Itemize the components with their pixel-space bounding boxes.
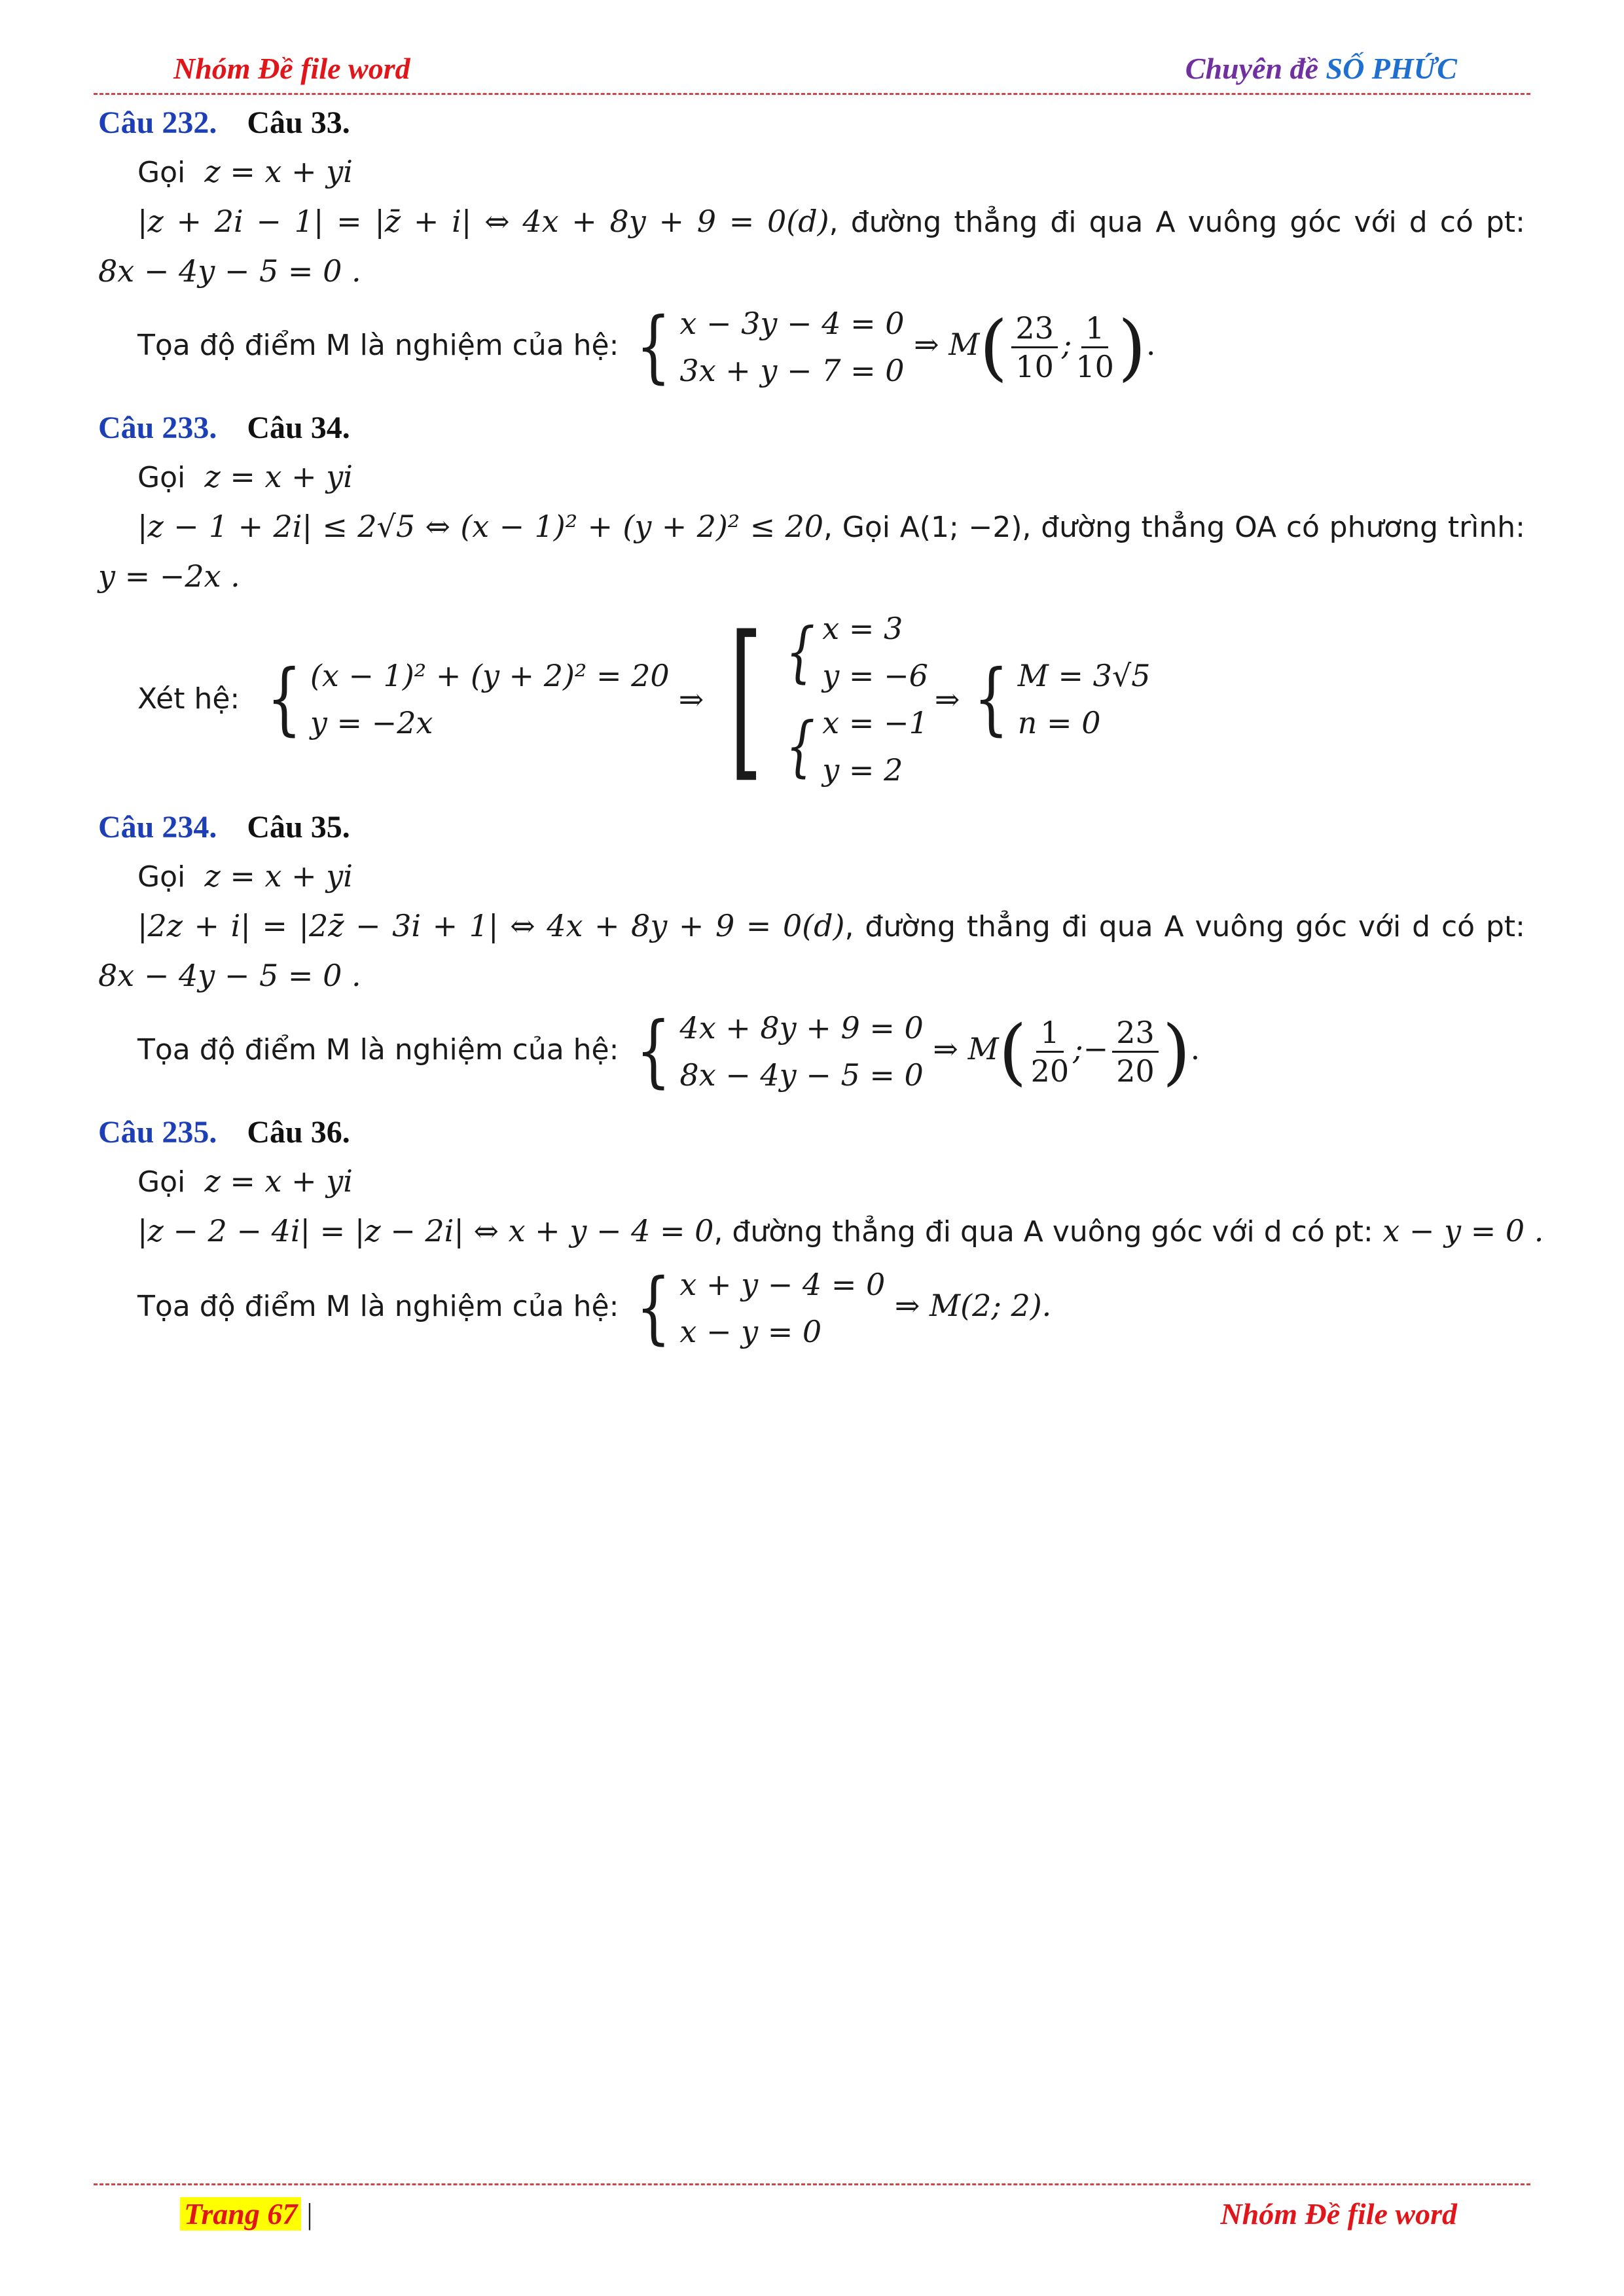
goi-label: Gọi: [137, 461, 186, 494]
line-equation: [98, 556, 1525, 596]
derivation-text: , đường thẳng đi qua A vuông góc với d có pt:: [713, 1215, 1373, 1248]
system-eq-2: 8x − 4y − 5 = 0: [679, 1057, 924, 1093]
z-definition: z = x + yi: [204, 1163, 353, 1199]
perpendicular-line-equation: x − y = 0 .: [1382, 1213, 1544, 1248]
implies-arrow: ⇒: [934, 682, 960, 717]
header-topic-accent: SỐ PHỨC: [1326, 52, 1457, 85]
system-eq-1: (x − 1)² + (y + 2)² = 20: [310, 658, 670, 693]
question-number: Câu 233.: [98, 410, 217, 445]
z-definition: z = x + yi: [204, 858, 353, 894]
fraction-denominator: 10: [1075, 348, 1114, 384]
fraction-numerator: 23: [1011, 310, 1058, 348]
page-number: 67: [267, 2197, 298, 2231]
system-label: Xét hệ:: [137, 682, 240, 716]
equation-system: [628, 1004, 924, 1099]
left-brace: {: [785, 613, 815, 690]
question-subnumber: Câu 36.: [247, 1115, 350, 1150]
question-heading: [98, 1113, 1525, 1152]
system-eq-1: x + y − 4 = 0: [679, 1267, 886, 1302]
header-right-title: [1185, 51, 1457, 86]
system-eq-2: x − y = 0: [679, 1314, 822, 1349]
system-eq-1: x − 3y − 4 = 0: [679, 306, 905, 341]
system-line: [98, 1004, 1525, 1099]
header-topic-prefix: Chuyên đề: [1185, 52, 1326, 85]
goi-label: Gọi: [137, 1165, 186, 1199]
fraction-denominator: 20: [1116, 1053, 1155, 1089]
question-block: [98, 808, 1525, 1099]
perpendicular-line-equation: 8x − 4y − 5 = 0 .: [98, 958, 361, 993]
result-suffix: .: [1190, 1031, 1200, 1066]
equation-modulus: |z − 1 + 2i| ≤ 2√5 ⇔ (x − 1)² + (y + 2)² ≤ 20: [137, 509, 824, 544]
sol-2-x: x = −1: [822, 705, 928, 740]
question-heading: [98, 409, 1525, 448]
sol-1-x: x = 3: [822, 611, 903, 646]
question-heading: [98, 808, 1525, 847]
header-left-title: Nhóm Đề file word: [173, 52, 410, 85]
question-heading: [98, 103, 1525, 143]
equation-modulus: |z − 2 − 4i| = |z − 2i| ⇔ x + y − 4 = 0: [137, 1213, 714, 1248]
derivation-line: [98, 202, 1525, 242]
result-max: M = 3√5: [1017, 658, 1151, 693]
result-min: n = 0: [1017, 705, 1101, 740]
fraction-denominator: 20: [1030, 1053, 1070, 1089]
assumption-line: [98, 152, 1525, 192]
fraction-y: [1075, 310, 1114, 385]
question-number: Câu 232.: [98, 105, 217, 140]
implies-arrow: ⇒: [678, 682, 704, 717]
equation-system: [628, 300, 904, 394]
derivation-line: [98, 1211, 1544, 1252]
left-brace: {: [636, 1006, 671, 1097]
system-line: [98, 600, 1525, 798]
equation-modulus: |z + 2i − 1| = |z̄ + i| ⇔ 4x + 8y + 9 = 0(d): [137, 204, 829, 239]
result: ⇒ M(2; 2).: [894, 1288, 1052, 1323]
left-paren: (: [979, 305, 1008, 389]
sol-1-y: y = −6: [822, 658, 928, 693]
derivation-line: [98, 507, 1525, 547]
right-paren: ): [1117, 305, 1146, 389]
left-brace: {: [973, 653, 1009, 744]
question-number: Câu 234.: [98, 810, 217, 845]
system-label: Tọa độ điểm M là nghiệm của hệ:: [137, 1290, 619, 1323]
system-line: Tọa độ điểm M là nghiệm của hệ: { x − 3y − 4 = 0 3x + y − 7 = 0 ⇒ M( $\frac{23}{10}$ ; $\frac{1}{10}$ ).: [98, 300, 1525, 394]
result-system: [966, 652, 1150, 746]
fraction-x: [1031, 1014, 1070, 1089]
fraction-numerator: 1: [1081, 310, 1108, 348]
system-eq-1: 4x + 8y + 9 = 0: [679, 1010, 924, 1046]
left-brace: {: [785, 708, 815, 784]
derivation-text: , đường thẳng đi qua A vuông góc với d có pt:: [844, 910, 1525, 943]
derivation-text: , Gọi A(1; −2), đường thẳng OA có phương trình:: [823, 511, 1525, 544]
question-subnumber: Câu 34.: [247, 410, 350, 445]
equation-modulus: |2z + i| = |2z̄ − 3i + 1| ⇔ 4x + 8y + 9 = 0(d): [137, 908, 845, 943]
footer-brand: Nhóm Đề file word: [1220, 2197, 1457, 2231]
question-number: Câu 235.: [98, 1115, 217, 1150]
page-label-highlight: [180, 2197, 301, 2231]
document-body: [98, 98, 1544, 1370]
fraction-numerator: 23: [1112, 1014, 1159, 1053]
question-block: [98, 409, 1525, 798]
left-paren: (: [998, 1010, 1027, 1093]
derivation-line: [98, 906, 1525, 947]
right-paren: ): [1162, 1010, 1191, 1093]
question-block: [98, 103, 1525, 394]
line-equation: [98, 251, 1525, 291]
left-brace: {: [266, 653, 302, 744]
system-label: Tọa độ điểm M là nghiệm của hệ:: [137, 329, 619, 362]
line-oa-equation: y = −2x .: [98, 558, 240, 594]
page-label: Trang: [184, 2197, 260, 2231]
equation-system: [259, 652, 670, 746]
system-eq-2: 3x + y − 7 = 0: [679, 353, 905, 388]
result-prefix: ⇒ M: [933, 1031, 999, 1066]
question-block: [98, 1113, 1544, 1355]
fraction-numerator: 1: [1036, 1014, 1063, 1053]
solution-set: [713, 600, 928, 798]
z-definition: z = x + yi: [204, 154, 353, 189]
left-bracket: [: [729, 600, 763, 798]
goi-label: Gọi: [137, 156, 186, 189]
footer-divider: [94, 2183, 1530, 2185]
perpendicular-line-equation: 8x − 4y − 5 = 0 .: [98, 253, 361, 289]
result-suffix: .: [1146, 327, 1156, 362]
assumption-line: [98, 1161, 1525, 1202]
fraction-x: [1011, 310, 1058, 385]
fraction-denominator: 10: [1015, 348, 1054, 384]
system-label: Tọa độ điểm M là nghiệm của hệ:: [137, 1033, 619, 1066]
fraction-separator: ;−: [1073, 1031, 1109, 1066]
z-definition: z = x + yi: [204, 459, 353, 494]
line-equation: [98, 956, 1525, 995]
assumption-line: [98, 457, 1525, 498]
system-eq-2: y = −2x: [310, 705, 433, 740]
sol-2-y: y = 2: [822, 752, 903, 788]
header-divider: [94, 93, 1530, 95]
system-line: [98, 1261, 1525, 1355]
footer-separator: |: [306, 2197, 313, 2231]
left-brace: {: [636, 301, 671, 392]
assumption-line: [98, 856, 1525, 897]
question-subnumber: Câu 33.: [247, 105, 350, 140]
equation-system: [628, 1261, 885, 1355]
question-subnumber: Câu 35.: [247, 810, 350, 845]
left-brace: {: [636, 1262, 671, 1353]
goi-label: Gọi: [137, 860, 186, 894]
footer-page: [180, 2196, 313, 2231]
derivation-text: , đường thẳng đi qua A vuông góc với d có pt:: [829, 206, 1525, 239]
fraction-y: [1112, 1014, 1159, 1089]
result-prefix: ⇒ M: [914, 327, 980, 362]
